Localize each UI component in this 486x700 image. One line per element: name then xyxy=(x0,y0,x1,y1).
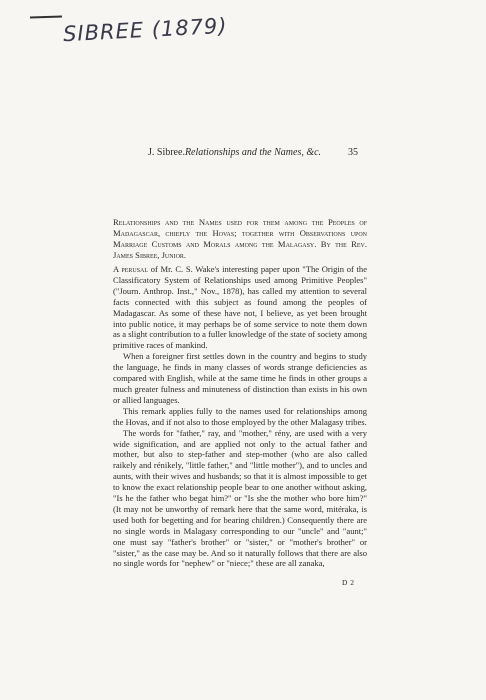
article-body xyxy=(113,264,367,569)
running-head-title xyxy=(148,147,321,158)
paragraph-2 xyxy=(113,351,367,406)
running-head xyxy=(148,147,358,158)
paragraph-text: The words for "father," ray, and "mother," rény, are used with a very wide signification, and are applied not only to the actual father and mother, but also to step-father and step-mother (who are also called raikely and rénikely, "little father," and "little mother"), and to uncles and aunts, with their wives and husbands; so that it is almost impossible to get to know the exact relationship people bear to one another without asking, "Is he the father who begat him?" or "Is she the mother who bore him?" (It may not be unworthy of remark here that the same word, mitéraka, is used both for begetting and for bearing children.) Consequently there are no single words in Malagasy corresponding to our "uncle" and "aunt;" one must say "father's brother" or "sister," or "mother's brother" or "sister," as the case may be. And so it naturally follows that there are also no single words for "nephew" or "niece;" these are all zanaka, xyxy=(113,427,367,569)
page-number: 35 xyxy=(348,147,358,158)
signature-mark: D 2 xyxy=(342,578,355,587)
running-head-author: J. Sibree. xyxy=(148,147,185,158)
paragraph-text: This remark applies fully to the names used for relationships among the Hovas, and if not also to those employed by the other Malagasy tribes. xyxy=(113,405,367,427)
article-title xyxy=(113,217,367,261)
paragraph-3 xyxy=(113,406,367,428)
paragraph-lead: A perusal xyxy=(113,264,149,274)
paragraph-text: of Mr. C. S. Wake's interesting paper upon "The Origin of the Classificatory System of Relationships used among Primitive Peoples" ("Journ. Anthrop. Inst.," Nov., 1878), has called my attention to several facts connected with this subject as found among the peoples of Madagascar. As some of these have not, I believe, as yet been brought into public notice, it may perhaps be of some service to note them down as a slight contribution to a fuller knowledge of the state of society among primitive races of mankind. xyxy=(113,264,367,351)
paragraph-4 xyxy=(113,428,367,570)
article-title-text: Relationships and the Names used for them among the Peoples of Madagascar, chiefly the Hovas; together with Observations upon Marriage Customs and Morals among the Malagasy. By the Rev. James Sibree, Junior. xyxy=(113,217,367,260)
handwritten-annotation: SIBREE (1879) xyxy=(62,13,229,47)
paragraph-1 xyxy=(113,264,367,351)
running-head-title-text: Relationships and the Names, &c. xyxy=(184,147,322,158)
handwritten-dash xyxy=(30,15,62,18)
paragraph-text: When a foreigner first settles down in the country and begins to study the language, he finds in many classes of words strange deficiencies as compared with English, while at the same time he finds in other groups a much greater fulness and minuteness of distinction than exists in his own or allied languages. xyxy=(113,351,367,405)
